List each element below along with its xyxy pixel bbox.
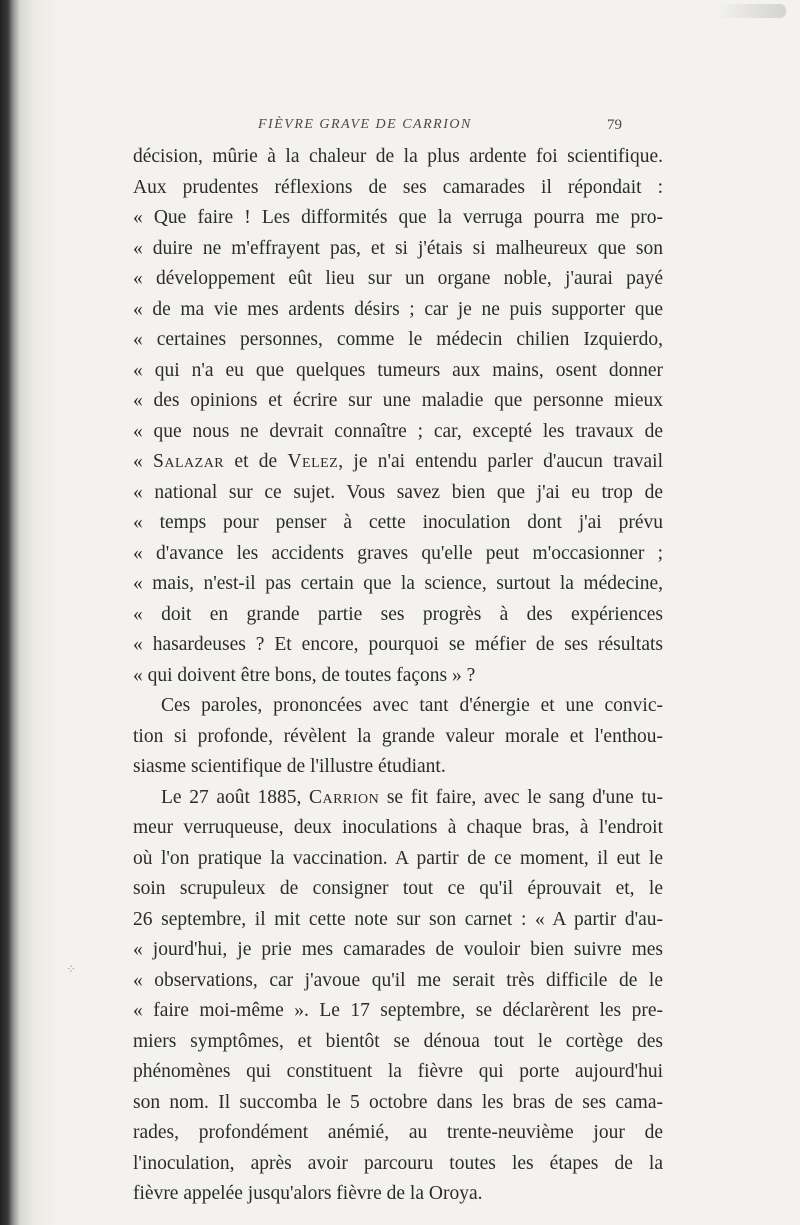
text-line [133,299,663,330]
text-line-content: « hasardeuses ? Et encore, pourquoi se méfier de ses résultats [133,634,663,655]
margin-smudge: ⁘ [66,962,77,976]
text-line [133,787,663,818]
text-line [133,146,663,177]
text-line-content: rades, profondément anémié, au trente-neuvième jour de [133,1122,663,1143]
text-line [133,939,663,970]
text-line-content: Le 27 août 1885, Carrion se fit faire, avec le sang d'une tu- [161,786,663,808]
text-line [133,756,663,787]
text-line-content: où l'on pratique la vaccination. A partir de ce moment, il eut le [133,847,663,869]
text-line [133,421,663,452]
scan-mark [716,4,786,18]
small-caps-name: Velez [287,451,339,472]
text-line-content: 26 septembre, il mit cette note sur son carnet : « A partir d'au- [133,908,663,930]
text-line-content: « certaines personnes, comme le médecin chilien Izquierdo, [133,329,663,350]
text-line-content: « des opinions et écrire sur une maladie que personne mieux [133,390,663,411]
text-line [133,665,663,696]
text-line [133,360,663,391]
text-line-content: « développement eût lieu sur un organe noble, j'aurai payé [133,268,663,289]
text-line [133,1153,663,1184]
text-line-content: phénomènes qui constituent la fièvre qui porte aujourd'hui [133,1061,663,1082]
small-caps-name: Carrion [309,786,380,808]
text-line [133,878,663,909]
text-line-content: son nom. Il succomba le 5 octobre dans les bras de ses cama- [133,1091,663,1113]
text-line-content: « national sur ce sujet. Vous savez bien que j'ai eu trop de [133,481,663,503]
text-line-content: « qui doivent être bons, de toutes façons » ? [133,664,476,686]
text-line [133,451,663,482]
text-line [133,817,663,848]
text-line [133,238,663,269]
text-line-content: « de ma vie mes ardents désirs ; car je ne puis supporter que [133,298,663,320]
text-line-content: meur verruqueuse, deux inoculations à chaque bras, à l'endroit [133,817,663,838]
text-line-content: « observations, car j'avoue qu'il me serait très difficile de le [133,969,663,991]
text-line-content: « d'avance les accidents graves qu'elle peut m'occasionner ; [133,542,663,564]
text-line-content: Ces paroles, prononcées avec tant d'énergie et une convic- [161,695,663,716]
text-line [133,1000,663,1031]
text-line [133,482,663,513]
text-line-content: « duire ne m'effrayent pas, et si j'étais si malheureux que son [133,237,663,259]
text-line [133,1061,663,1092]
text-line-content: siasme scientifique de l'illustre étudiant. [133,756,446,777]
text-line-content: « Salazar et de Velez, je n'ai entendu parler d'aucun travail [133,451,663,472]
text-line [133,1122,663,1153]
text-line-content: « qui n'a eu que quelques tumeurs aux mains, osent donner [133,359,663,381]
small-caps-name: Salazar [153,451,225,472]
text-line-content: « jourd'hui, je prie mes camarades de vouloir bien suivre mes [133,939,663,960]
text-line [133,1031,663,1062]
text-line-content: soin scrupuleux de consigner tout ce qu'il éprouvait et, le [133,878,663,899]
text-line [133,848,663,879]
text-line-content: miers symptômes, et bientôt se dénoua tout le cortège des [133,1030,663,1052]
text-line [133,329,663,360]
text-line [133,512,663,543]
text-line [133,390,663,421]
text-line [133,909,663,940]
text-line [133,970,663,1001]
text-line [133,726,663,757]
text-line-content: « temps pour penser à cette inoculation dont j'ai prévu [133,512,663,533]
text-line-content: « doit en grande partie ses progrès à des expériences [133,603,663,625]
text-line-content: « faire moi-même ». Le 17 septembre, se déclarèrent les pre- [133,1000,663,1021]
text-line [133,177,663,208]
running-title: FIÈVRE GRAVE DE CARRION [258,117,472,132]
text-line [133,1183,663,1214]
page-number: 79 [607,117,622,133]
text-line-content: « mais, n'est-il pas certain que la science, surtout la médecine, [133,573,663,594]
text-line [133,1092,663,1123]
text-line [133,604,663,635]
body-text [133,146,663,1214]
text-line [133,207,663,238]
text-line [133,573,663,604]
text-line-content: décision, mûrie à la chaleur de la plus ardente foi scientifique. [133,146,663,167]
text-line [133,268,663,299]
text-line-content: Aux prudentes réflexions de ses camarades il répondait : [133,176,663,198]
text-line [133,543,663,574]
text-line [133,634,663,665]
text-line-content: tion si profonde, révèlent la grande valeur morale et l'enthou- [133,725,663,747]
text-line-content: l'inoculation, après avoir parcouru toutes les étapes de la [133,1152,663,1174]
text-line [133,695,663,726]
text-line-content: « Que faire ! Les difformités que la verruga pourra me pro- [133,207,663,228]
text-line-content: « que nous ne devrait connaître ; car, excepté les travaux de [133,420,663,442]
text-line-content: fièvre appelée jusqu'alors fièvre de la Oroya. [133,1183,483,1204]
